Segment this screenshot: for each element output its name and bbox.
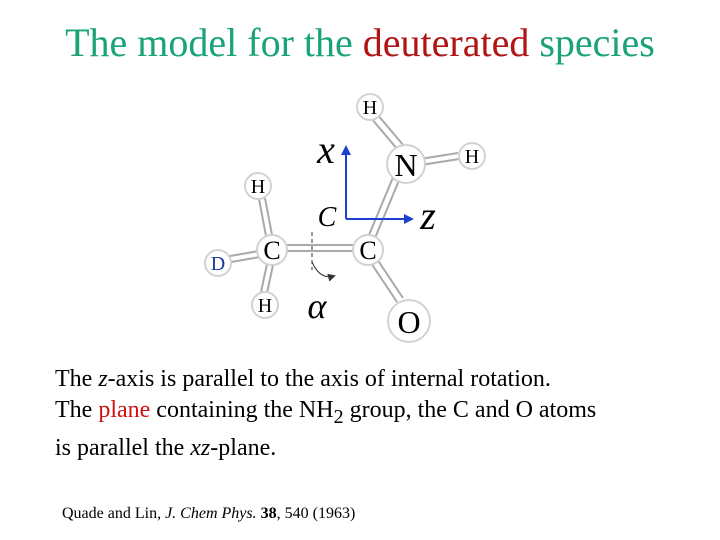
- description-line-1: [55, 364, 705, 395]
- description-line-3: [55, 433, 705, 464]
- title-part1: The model for the: [65, 20, 363, 65]
- citation-volume: 38: [256, 505, 277, 522]
- atom-d: D: [210, 253, 226, 275]
- bond-c-h-bottom: [261, 264, 273, 293]
- x-axis-label: x: [317, 127, 335, 172]
- title-highlight: deuterated: [362, 20, 530, 65]
- bond-d-c: [230, 251, 260, 262]
- citation: [62, 504, 355, 524]
- citation-pages-year: , 540 (1963): [276, 505, 356, 522]
- description-text: [55, 364, 705, 464]
- center-of-mass-label: C: [317, 202, 337, 233]
- atom-h-right: H: [464, 146, 480, 168]
- line2-pre: The: [55, 397, 99, 423]
- line1-z-italic: z: [98, 366, 108, 392]
- atom-n: N: [394, 147, 418, 183]
- angle-alpha-label: α: [307, 286, 327, 326]
- line2-subscript: 2: [333, 405, 344, 428]
- atom-h-bottom: H: [257, 295, 273, 317]
- line3-xz-italic: xz: [190, 434, 211, 461]
- bond-h-left-c: [259, 198, 272, 236]
- line1-pre: The: [55, 366, 99, 392]
- citation-authors: Quade and Lin,: [62, 505, 166, 522]
- line2-mid: containing the NH: [150, 397, 334, 423]
- bond-c-o: [371, 259, 403, 302]
- atom-o: O: [397, 304, 421, 340]
- title-part2: species: [529, 20, 655, 65]
- bond-c-c: [285, 245, 355, 251]
- z-axis-label: z: [420, 193, 436, 238]
- atom-c-left: C: [263, 236, 281, 265]
- line2-plane-red: plane: [98, 397, 151, 423]
- line3-post: -plane.: [210, 434, 277, 461]
- line2-post: group, the C and O atoms: [343, 397, 597, 423]
- atom-h-left: H: [250, 176, 266, 198]
- atom-c-right: C: [359, 236, 377, 265]
- angle-arc-arrow: [312, 262, 334, 277]
- line3-pre: is parallel the: [55, 434, 191, 461]
- bond-n-c-right: [369, 175, 400, 238]
- description-line-2: [55, 395, 705, 433]
- atom-h-top: H: [362, 97, 378, 119]
- citation-journal: J. Chem Phys.: [165, 505, 257, 522]
- line1-post: -axis is parallel to the axis of internal rotation.: [107, 366, 551, 392]
